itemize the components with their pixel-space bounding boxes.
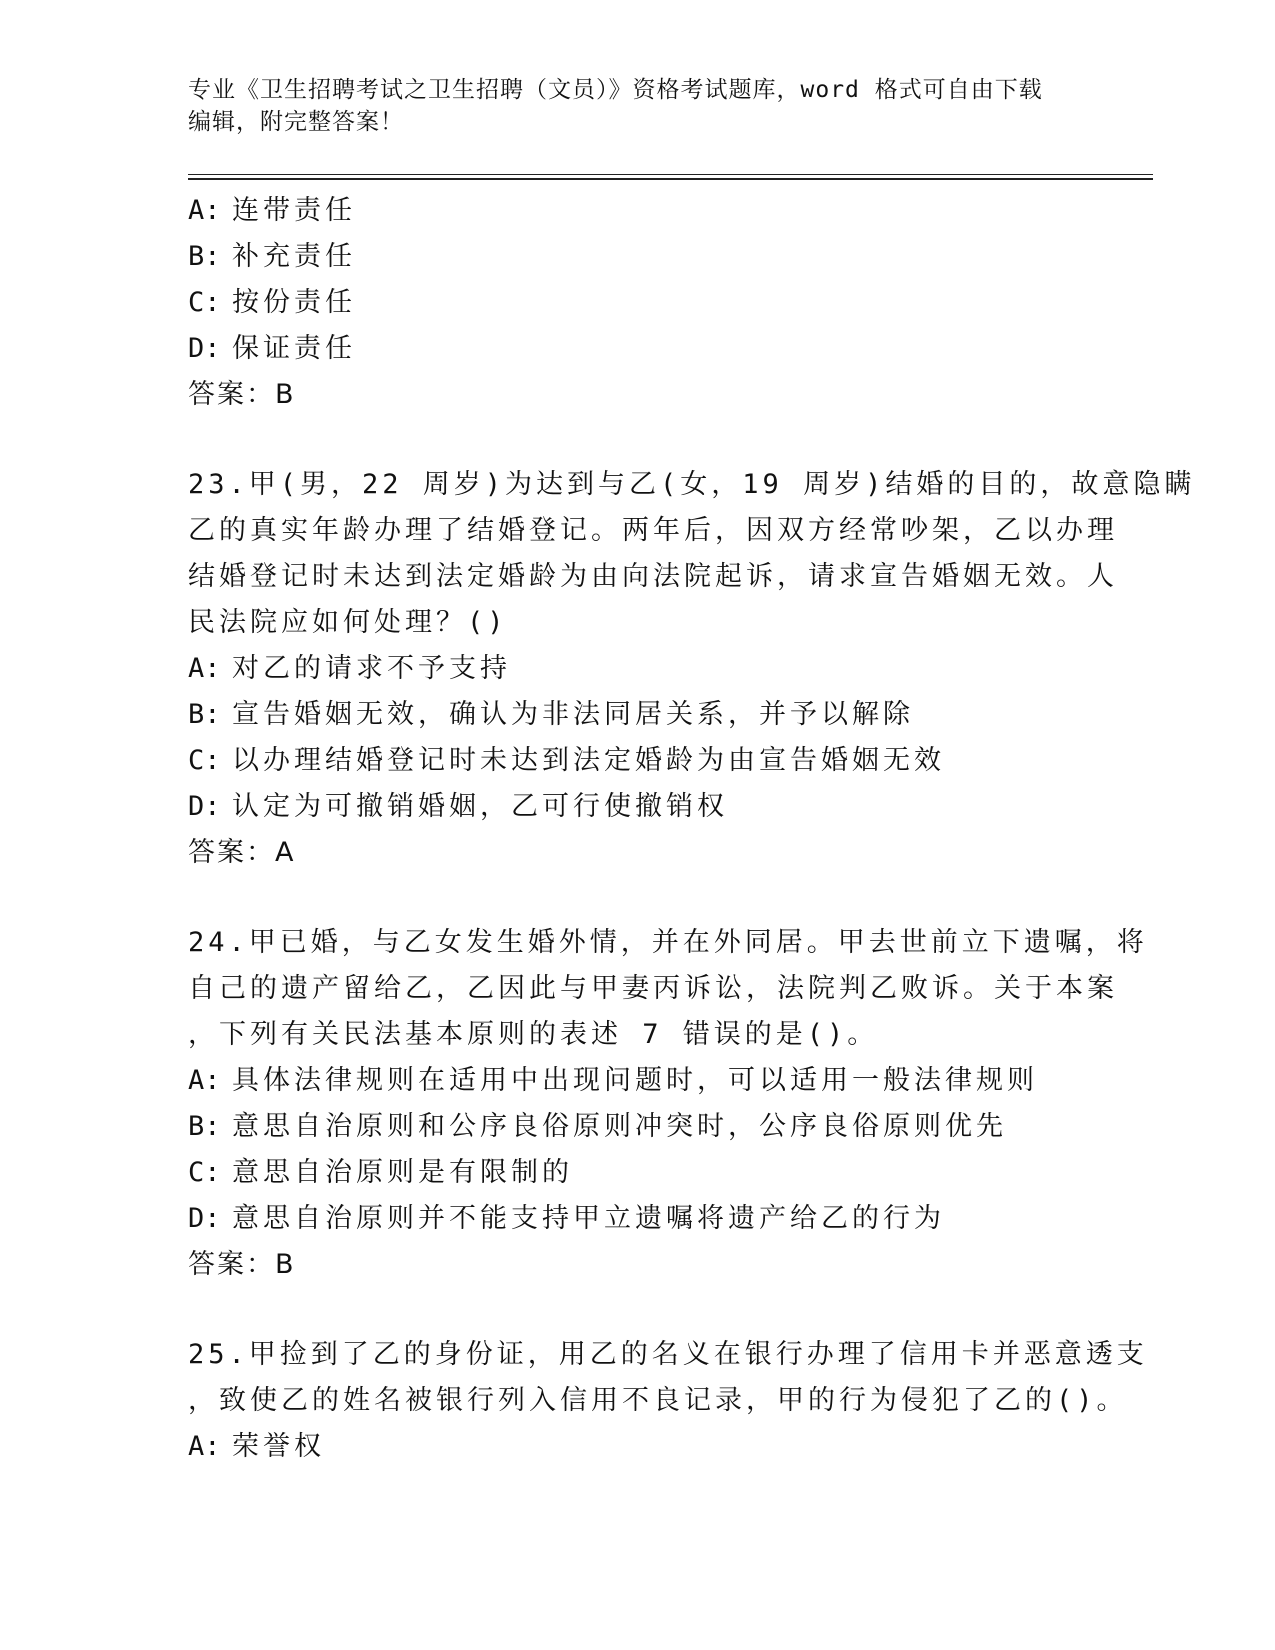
header-divider-thick bbox=[188, 178, 1153, 180]
header-line-1: 专业《卫生招聘考试之卫生招聘（文员）》资格考试题库，word 格式可自由下载 bbox=[188, 77, 1043, 103]
option-letter: C: bbox=[188, 287, 221, 318]
question-stem-line: 23.甲(男，22 周岁)为达到与乙(女，19 周岁)结婚的目的，故意隐瞒 bbox=[188, 469, 1196, 500]
option-c bbox=[188, 738, 1088, 784]
option-letter: D: bbox=[188, 1203, 221, 1234]
option-text: 保证责任 bbox=[232, 333, 356, 364]
option-a bbox=[188, 1058, 1088, 1104]
option-text: 宣告婚姻无效，确认为非法同居关系，并予以解除 bbox=[232, 699, 914, 730]
option-a bbox=[188, 188, 1088, 234]
question-stem-line: ，下列有关民法基本原则的表述 7 错误的是()。 bbox=[188, 1019, 879, 1050]
option-letter: B: bbox=[188, 1111, 221, 1142]
question-stem-line: 结婚登记时未达到法定婚龄为由向法院起诉，请求宣告婚姻无效。人 bbox=[188, 561, 1118, 592]
answer-line: 答案：B bbox=[188, 379, 296, 410]
option-text: 对乙的请求不予支持 bbox=[232, 653, 511, 684]
question-stem-line: 乙的真实年龄办理了结婚登记。两年后，因双方经常吵架，乙以办理 bbox=[188, 515, 1118, 546]
question-22 bbox=[188, 188, 1088, 418]
option-b bbox=[188, 1104, 1088, 1150]
question-stem-line: ，致使乙的姓名被银行列入信用不良记录，甲的行为侵犯了乙的()。 bbox=[188, 1385, 1128, 1416]
option-d bbox=[188, 326, 1088, 372]
option-text: 荣誉权 bbox=[232, 1431, 325, 1462]
option-text: 以办理结婚登记时未达到法定婚龄为由宣告婚姻无效 bbox=[232, 745, 945, 776]
option-text: 意思自治原则是有限制的 bbox=[232, 1157, 573, 1188]
option-letter: A: bbox=[188, 653, 221, 684]
question-stem-line: 24.甲已婚，与乙女发生婚外情，并在外同居。甲去世前立下遗嘱，将 bbox=[188, 927, 1148, 958]
option-b bbox=[188, 234, 1088, 280]
question-stem-line: 自己的遗产留给乙，乙因此与甲妻丙诉讼，法院判乙败诉。关于本案 bbox=[188, 973, 1118, 1004]
question-stem-line: 25.甲捡到了乙的身份证，用乙的名义在银行办理了信用卡并恶意透支 bbox=[188, 1339, 1148, 1370]
option-d bbox=[188, 784, 1088, 830]
option-letter: D: bbox=[188, 333, 221, 364]
question-24 bbox=[188, 920, 1148, 1288]
option-text: 意思自治原则并不能支持甲立遗嘱将遗产给乙的行为 bbox=[232, 1203, 945, 1234]
header-line-2: 编辑，附完整答案！ bbox=[188, 109, 404, 135]
answer-line: 答案：B bbox=[188, 1249, 296, 1280]
option-d bbox=[188, 1196, 1088, 1242]
question-25 bbox=[188, 1332, 1148, 1470]
question-23 bbox=[188, 462, 1196, 876]
option-letter: B: bbox=[188, 699, 221, 730]
header-divider-thin bbox=[188, 174, 1153, 175]
option-text: 按份责任 bbox=[232, 287, 356, 318]
option-a bbox=[188, 1424, 1088, 1470]
option-text: 连带责任 bbox=[232, 195, 356, 226]
answer-line: 答案：A bbox=[188, 837, 296, 868]
option-text: 补充责任 bbox=[232, 241, 356, 272]
question-content bbox=[188, 188, 1196, 1470]
option-a bbox=[188, 646, 1088, 692]
option-letter: B: bbox=[188, 241, 221, 272]
option-text: 意思自治原则和公序良俗原则冲突时，公序良俗原则优先 bbox=[232, 1111, 1007, 1142]
option-text: 具体法律规则在适用中出现问题时，可以适用一般法律规则 bbox=[232, 1065, 1038, 1096]
option-letter: C: bbox=[188, 1157, 221, 1188]
document-header bbox=[188, 74, 1088, 138]
option-text: 认定为可撤销婚姻，乙可行使撤销权 bbox=[232, 791, 728, 822]
question-stem-line: 民法院应如何处理？() bbox=[188, 607, 508, 638]
option-letter: C: bbox=[188, 745, 221, 776]
option-b bbox=[188, 692, 1088, 738]
option-letter: D: bbox=[188, 791, 221, 822]
option-c bbox=[188, 280, 1088, 326]
option-c bbox=[188, 1150, 1088, 1196]
option-letter: A: bbox=[188, 1431, 221, 1462]
option-letter: A: bbox=[188, 1065, 221, 1096]
option-letter: A: bbox=[188, 195, 221, 226]
